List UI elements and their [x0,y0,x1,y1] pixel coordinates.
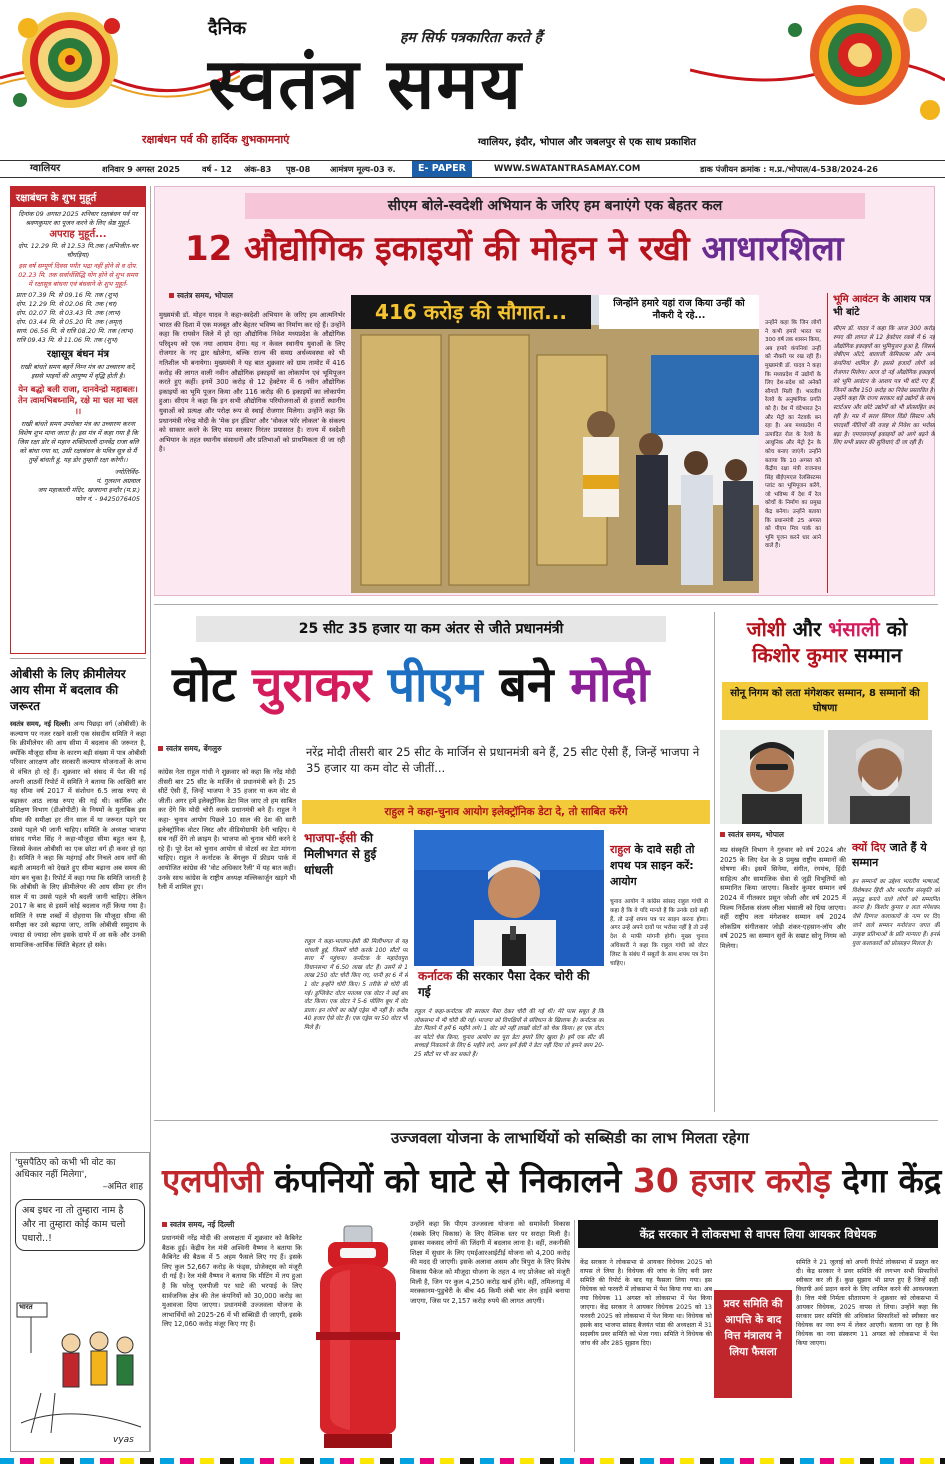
print-registration-bar [0,1458,945,1464]
lpg-cylinder [310,1220,406,1452]
lead-headline-accent: आधारशिला [701,229,844,269]
karnataka-text: राहुल ने कहा-कर्नाटक की सरकार पैसा देकर चोरी की गई थी। मेरे पास सबूत है कि लोकसभा में भी चोरी की गई। भाजपा को विपक्षियों से संविधान के खिलाफ है। कर्नाटक का डेटा मिलने में हमें 6 महीने लगे। 1 वोट को नहीं लाखों वोटों को चेक किया। हर एक वोटर का फोटो चेक किया, चुनाव आयोग का पूरा डेटा हमारे लिए खुला है। हमें एक सीट की सच्चाई निकालने के लिए 6 महीने लगे, अगर हमें ईसी ने डेटा नहीं दिया तो हमने काम 20-25 सीटों पर भी कर सकते हैं। [414,1009,604,1058]
mantra-note: राखी बांधते समय उपरोक्त मंत्र का उच्चारण करना विशेष शुभ माना जाता है। इस मंत्र में कहा गया है कि जिस रक्षा डोर से महान शक्तिशाली दानवेंद्र राजा बलि को बांधा गया था, उसी रक्षाबंधन के पवित्र सूत्र से मैं तुम्हें बांधती हूं, यह डोर तुम्हारी रक्षा करेगी।। [17,420,139,464]
muhurat-intro: दिनांक 09 अगस्त 2025 शनिवार रक्षाबंधन पर्व पर श्रवणकुमार का पूजन करने के लिए श्रेष्ठ मुहूर्त- [18,210,138,227]
obc-body: अन्य पिछड़ा वर्ग (ओबीसी) के कल्याण पर नजर रखने वाली एक संसदीय समिति ने कहा कि क्रीमीलेयर की आय सीमा में बदलाव की जरूरत है, क्योंकि मौजूदा सीमा के कारण बड़ी संख्या में पात्र ओबीसी परिवार आरक्षण और सरकारी कल्याण योजनाओं के लाभ से वंचित हो रहे हैं। शुक्रवार को संसद में पेश की गई अपनी आठवीं रिपोर्ट में समिति ने बताया कि आखिरी बार यह सीमा वर्ष 2017 में संशोधन 6.5 लाख रुपए से बढ़ाकर आठ लाख रुपए की गई थी। कार्मिक और प्रशिक्षण विभाग (डीओपीटी) के नियमों के मुताबिक इस सीमा की समीक्षा हर तीन साल में या जरूरत पड़ने पर उससे पहले भी जानी चाहिए। समिति के अध्यक्ष भाजपा सांसद गणेश सिंह ने कहा-मौजूदा सीमा बहुत कम है, जिससे केवल ओबीसी का एक छोटा वर्ग ही कवर हो रहा है। समिति ने कहा कि महंगाई और निचले आय वर्गों की बढ़ती आमदनी को देखते हुए सीमा बढ़ाना अब समय की मांग बन चुका है। रिपोर्ट में कहा गया कि समिति जानती है कि ओबीसी के लिए क्रीमीलेयर की आय सीमा हर तीन साल में या उससे पहले भी बदली जानी चाहिए। लेकिन 2017 के बाद से इसमें कोई बदलाव नहीं किया गया है। समिति ने स्पष्ट शब्दों में दोहराया कि मौजूदा सीमा की समीक्षा कर उसे बढ़ाया जाए, ताकि ओबीसी समुदाय के ज्यादा से ज्यादा लोग इसके दायरे में आ सकें और उनकी सामाजिक-आर्थिक स्थिति बेहतर हो सके। [10,720,146,949]
muhurat-time: प्रातः 07.39 मि. से 09.16 मि. तक (शुभ) [16,291,119,299]
tagline: हम सिर्फ पत्रकारिता करते हैं [400,30,543,46]
lead-byline: स्वतंत्र समय, भोपाल [169,291,233,301]
tax-body-b: समिति ने 21 जुलाई को अपनी रिपोर्ट लोकसभा में प्रस्तुत कर दी। केंद्र सरकार ने प्रवर समिति की लगभग सभी सिफारिशें स्वीकार कर ली हैं। कुछ सुझाव भी प्राप्त हुए हैं जिन्हें सही विधायी अर्थ प्रदान करने के लिए शामिल करने की आवश्यकता है। वित्त मंत्री निर्मला सीतारमण ने शुक्रवार को लोकसभा में आयकर विधेयक, 2025 वापस ले लिया। उन्होंने कहा कि सरकार प्रवर समिति की अधिकांश सिफारिशों को स्वीकार कर विधेयक का नया रूप में लेकर आएगी। बताया जा रहा है कि विधेयक का नया संस्करण 11 अगस्त को लोकसभा में पेश किया जाएगा। [796,1259,938,1347]
bullet-icon [162,1222,167,1227]
editions-line: ग्वालियर, इंदौर, भोपाल और जबलपुर से एक साथ प्रकाशित [478,137,696,148]
divider [714,612,715,1112]
divider [150,186,151,1452]
lead-story [154,186,935,596]
land-text: सीएम डॉ. यादव ने कहा कि आज 300 करोड़ रुपए की लागत से 12 हेक्टेयर रकबे में 6 नई औद्योगिक इकाइयों का भूमिपूजन हुआ है, जिससे जेबीएम ऑटो, बालाजी केमिकल्स और अन्य कंपनियां शामिल हैं। इससे हजारों लोगों को रोजगार मिलेगा। आज दो नई औद्योगिक इकाइयों को भूमि आवंटन के आशय पत्र भी बांटे गए हैं, जिनमें करीब 150 करोड़ का निवेश प्रस्तावित है। उन्होंने कहा कि राज्य सरकार बड़े उद्योगों के साथ स्टार्टअप और छोटे उद्योगों को भी प्रोत्साहित कर रही है। मप्र में सरल सिंगल विंडो सिस्टम और पारदर्शी नीतियों की वजह से निवेश का भरोसा बढ़ा है। एमएसएमई इकाइयों को आगे बढ़ने के लिए सभी प्रकार की सुविधाएं दी जा रही हैं। [833,326,935,447]
muhurat-time: दोप. 03.44 मि. से 05.20 मि. तक (अमृत) [16,318,123,326]
tax-body-a: केंद्र सरकार ने लोकसभा से आयकर विधेयक 2025 को वापस ले लिया है। विधेयक की जांच के लिए बनी प्रवर समिति की रिपोर्ट के बाद यह फैसला लिया गया। इस विधेयक को फरवरी में लोकसभा में पेश किया गया था। अब नया विधेयक 11 अगस्त को लोकसभा में पेश किया जाएगा। केंद्र सरकार ने आयकर विधेयक 2025 को 13 फरवरी 2025 को लोकसभा में पेश किया था। विधेयक को इसके बाद भाजपा सांसद बैजयंत पांडा की अध्यक्षता में 31 सदस्यीय प्रवर समिति को भेजा गया। समिति ने विधेयक की जांच की और 285 सुझाव दिए। [580,1259,712,1347]
modi-headline-word: मोदी [570,657,650,713]
rakhi-greeting: रक्षाबंधन पर्व की हार्दिक शुभकामनाएं [142,133,290,146]
portrait-image [828,730,932,824]
info-date: शनिवार 9 अगस्त 2025 [102,164,181,174]
rahul-banner: राहुल ने कहा-चुनाव आयोग इलेक्ट्रॉनिक डेटा दे, तो साबित करेंगे [302,800,710,824]
lead-kicker: सीएम बोले-स्वदेशी अभियान के जरिए हम बनाएंगे एक बेहतर कल [245,193,865,219]
gas-cylinder-image [310,1220,406,1452]
cartoon [10,1152,150,1452]
muhurat-time: रात्रि 09.43 मि. से 11.06 मि. तक (शुभ) [16,336,118,344]
land-heading: भूमि आवंटन के आशय पत्र भी बांटे [833,294,931,318]
bjp-heading: भाजपा-ईसी की मिलीभगत से हुई धांधली [304,831,377,877]
aparahna-heading: अपराह मुहूर्त... [49,229,107,240]
karnataka-heading: कर्नाटक की सरकार पैसा देकर चोरी की गई [414,966,604,1002]
tax-callout: प्रवर समिति की आपत्ति के बाद वित्त मंत्रालय ने लिया फैसला [714,1290,792,1398]
commission-heading: राहुल के दावे सही तो शपथ पत्र साइन करें: आयोग [610,843,695,888]
modi-deck: नरेंद्र मोदी तीसरी बार 25 सीट के मार्जिन से प्रधानमंत्री बने हैं, 25 सीट ऐसी हैं, जिन्हें भाजपा ने 35 हजार या कम वोट से जीतीं... [306,745,700,775]
karnataka-box [414,966,604,1112]
commission-text: चुनाव आयोग ने कांग्रेस सांसद राहुल गांधी से कहा है कि वे यदि मानते हैं कि उनके दावे सही हैं, तो उन्हें शपथ पत्र पर साइन करना होगा। अगर उन्हें अपने दावों पर भरोसा नहीं है तो उन्हें देश से माफी मांगनी होगी। मुख्य चुनाव अधिकारी ने कहा कि राहुल गांधी को वोटर लिस्ट के संबंध में सबूतों के साथ शपथ पत्र देना चाहिए। [610,899,708,967]
obc-body-wrap [10,720,146,1134]
ujjwala-byline: स्वतंत्र समय, नई दिल्ली [162,1220,234,1230]
bullet-icon [158,746,163,751]
gift-banner: 416 करोड़ की सौगात... [351,295,591,329]
bjp-box [304,830,408,1112]
muhurat-time: दोप. 12.29 मि. से 02.06 मि. तक (चर) [16,300,118,308]
mantra-heading: रक्षासूत्र बंधन मंत्र [46,349,109,360]
modi-kicker: 25 सीट 35 हजार या कम अंतर से जीते प्रधानमंत्री [196,616,666,642]
ujjwala-body-b: उन्होंने कहा कि पीएम उज्जवला योजना को समावेशी विकास (सबके लिए विकास) के लिए वैश्विक स्तर पर सराहा मिली है। इसका मकसद लोगों की जिंदगी में बदलाव लाना है। वहीं, तकनीकी शिक्षा में सुधार के लिए एमईआरआईटीई योजना को 4,200 करोड़ की मदद दी जाएगी। इसके अलावा असम और त्रिपुरा के लिए विशेष विकास पैकेज को मौजूदा योजना के तहत 4 नए प्रोजेक्ट को मंजूरी मिली है, जिन पर कुल 4,250 करोड़ खर्च होंगे। वहीं, तमिलनाडु में मरक्कानम-पुडुचेरी के बीच 46 किमी लंबी चार लेन हाईवे बनाया जाएगा, जिस पर 2,157 करोड़ रुपये की लागत आएगी। [410,1220,570,1305]
muhurat-heading: रक्षाबंधन के शुभ मुहूर्त [11,187,145,207]
commission-box [610,842,708,1112]
land-allotment-box [827,293,935,593]
mantra-intro: राखी बांधते समय बहनें निम्न मंत्र का उच्चारण करें, इससे भाइयों की आयुष्य में वृद्धि होती है। [20,363,136,380]
astrologer-label: ज्योतिर्विद- [114,468,140,476]
joshi-headline: जोशी और भंसाली को किशोर कुमार सम्मान [746,617,908,667]
lead-headline-main: 12 औद्योगिक इकाइयों की मोहन ने रखी [185,229,690,269]
muhurat-box [10,186,146,654]
info-issue: अंक-83 [244,164,272,174]
rakhi-decoration-left [0,0,240,150]
foundation-plaque-graphic [351,295,759,593]
muhurat-time: दोप. 02.07 मि. से 03.43 मि. तक (लाभ) [16,309,121,317]
divider [10,658,146,659]
modi-byline: स्वतंत्र समय, बेंगलुरु [158,744,222,754]
why-box [852,840,940,1112]
cartoon-speech: अब इधर ना तो तुम्हारा नाम है और ना तुम्हारा कोई काम चलो पधारो..! [15,1199,145,1251]
why-heading: क्यों दिए जाते हैं ये सम्मान [852,841,927,869]
cartoon-quote: 'घुसपैठिए को कभी भी वोट का अधिकार नहीं मिलेगा', [15,1158,116,1180]
lead-quote: जिन्होंने हमारे यहां राज किया उन्हीं को नौकरी दे रहे... [599,295,759,329]
info-price: आमंत्रण मूल्य-03 रु. [330,164,396,174]
obc-article [10,666,146,1152]
cartoon-signature: vyas [113,1435,134,1445]
newspaper-title: स्वतंत्र समय [208,42,523,125]
astrologer-phone: फोन नं. - 9425076405 [75,495,140,503]
masthead [0,0,945,160]
astrologer-name: पं. गुलशन अग्रवाल [96,477,140,485]
bullet-icon [169,293,174,298]
mantra-text: येन बद्धो बली राजा, दानवेन्द्रो महाबलः। तेन त्वामभिबध्नामि, रक्षे मा चल मा चल ।। [18,384,138,416]
why-text: इन सम्मानों का उद्देश्य भारतीय भाषाओं, विशेषकर हिंदी और भारतीय संस्कृति को समृद्ध बनाने वाले लोगों को सम्मानित करना है। किशोर कुमार व लता मंगेशकर जैसे दिग्गज कलाकारों के नाम पर दिए जाने वाले सम्मान मनोरंजन जगत की उत्कृष्ट प्रतिभाओं के प्रति मान्यता हैं। इनसे युवा कलाकारों को प्रोत्साहन मिलता है। [852,879,940,947]
divider [154,1120,938,1121]
rakhi-decoration-right [690,0,945,150]
bhansali-photo [828,730,932,824]
muhurat-time: सायं: 06.56 मि. से रात्रि 08.20 मि. तक (लाभ) [16,327,134,335]
lead-body: मुख्यमंत्री डॉ. मोहन यादव ने कहा-स्वदेशी अभियान के जरिए हम आत्मनिर्भर भारत की दिशा में एक मजबूत और बेहतर भविष्य का निर्माण कर रहे हैं। उन्होंने कहा कि रायसेन जिले में हो रहा औद्योगिक निवेश मध्यप्रदेश के औद्योगिक परिदृश्य को एक नया आयाम देगा। यह न केवल स्थानीय युवाओं के लिए रोजगार के नए द्वार खोलेगा, बल्कि राज्य की समग्र अर्थव्यवस्था को भी गतिशील भी बनायेगा। मुख्यमंत्री ने यह बात शुक्रवार को ग्राम तामोट में 416 करोड़ की लागत वाली नवीन औद्योगिक इकाइयों का लोकार्पण एवं भूमिपूजन करते हुए कहीं। इनमें 300 करोड़ से 12 हेक्टेयर में 6 नवीन औद्योगिक इकाइयों का भूमि पूजन किया और 116 करोड़ की 6 इकाइयों का लोकार्पण हुआ। सीएम ने कहा कि इन सभी औद्योगिक परियोजनाओं से हजारों स्थानीय युवाओं को प्रत्यक्ष और परोक्ष रूप से स्थाई रोजगार मिलेगा। उन्होंने कहा कि प्रधानमंत्री नरेन्द्र मोदी के 'मेक इन इंडिया' और 'वोकल फॉर लोकल' के संकल्प को साकार करने के लिए मप्र सरकार निरंतर प्रयासरत है। राज्य में स्वदेशी अभियान के तहत स्थानीय संसाधनों और प्रतिभाओं को प्राथमिकता दी जा रही है। [159,311,345,454]
bjp-text: राहुल ने कहा-भाजपा-ईसी की मिलीभगत से यह धांधली हुई, जिसमें चोरी करके 100 सीटों पर सत्ता में पहुंचना। कर्नाटक के महादेवपुरा विधानसभा में 6.50 लाख वोट हैं। उसमें से 1 लाख 250 वोट चोरी किए गए, यानी हर 6 में से 1 वोट इन्होंने चोरी किए। 5 तरीके से चोरी की गई। डुप्लिकेट वोटर मतलब एक वोटर ने कई बार वोट किया। एक वोटर ने 5-6 पोलिंग बूथ में वोट डाला। इन लोगों का कोई एड्रेस भी नहीं है। करीब 40 हजार ऐसे वोट हैं। एक एड्रेस पर 50 वोटर भी मिले हैं। [304,939,408,1031]
modi-headline [172,650,702,720]
cartoon-author: –अमित शाह [102,1182,143,1192]
bullet-icon [720,832,725,837]
lead-side-text: उन्होंने कहा कि जिन लोगों ने कभी हमारे भारत पर 300 वर्ष तक शासन किया, अब हमारे कंपनियां उन्हीं को नौकरी पर रख रही हैं। मुख्यमंत्री डॉ. यादव ने कहा कि मध्यप्रदेश में उद्योगों के लिए देश-प्रदेश को अनेकों सौगातें मिली हैं। भारतीय रेलवे के अनुषांगिक प्रगति को है। देश में वंदेभारत ट्रेन और मेट्रो का नेटवर्क बन रहा है। अब मध्यप्रदेश में उत्पादित रोल के रेलवे के आधुनिक और मेट्रो ट्रेन के कोच बनाए जाएंगे। उन्होंने बताया कि 10 अगस्त को केंद्रीय रक्षा मंत्री राजनाथ सिंह बीईएमएल रेलसिस्टम्स प्लांट का भूमिपूजन करेंगे, जो भविष्य में देश में रेल कोचों के निर्माण का प्रमुख केंद्र बनेगा। उन्होंने बताया कि प्रधानमंत्री 25 अगस्त को पीएम मित्र पार्क का भूमि पूजन करने धार आने वाले हैं। [765,320,821,550]
divider [154,604,938,605]
info-year: वर्ष - 12 [202,164,232,174]
muhurat-time: इस वर्ष सम्पूर्ण दिवस पर्यंत भद्रा नहीं होने से व दोप. 02.23 मि. तक सर्वार्थसिद्धि योग होने से शुभ समय में रक्षासूत्र बांधना एवं बंधवाने के शुभ मुहूर्त- [18,262,138,288]
modi-headline-word: वोट [172,657,236,713]
dainik-label: दैनिक [208,18,247,39]
info-pages: पृष्ठ-08 [286,164,311,174]
modi-headline-word: बने [499,657,554,713]
lead-photo [351,295,759,593]
epaper-badge[interactable]: E- PAPER [412,161,472,177]
obc-byline: स्वतंत्र समय, नई दिल्ली। [10,720,71,728]
info-registration: डाक पंजीयन क्रमांक : म.प्र./भोपाल/4-538/2024-26 [700,164,878,174]
modi-headline-word: पीएम [387,657,483,713]
portrait-image [720,730,824,824]
ujjwala-headline: एलपीजी कंपनियों को घाटे से निकालने 30 हजार करोड़ देगा केंद्र [162,1161,942,1200]
joshi-byline: स्वतंत्र समय, भोपाल [720,830,784,840]
prasoon-joshi-photo [720,730,824,824]
muhurat-time: दोप. 12.29 मि. से 12.53 मि.तक (अभिजीत-चर चौघड़िया) [18,242,138,259]
astrologer-address: जय महाकाली मंदिर, खजराना इन्दौर (म.प्र.) [37,486,140,494]
lead-headline [185,227,945,271]
cartoon-drawing [11,1293,149,1452]
website-link[interactable]: WWW.SWATANTRASAMAY.COM [494,164,641,174]
info-city: ग्वालियर [30,163,61,174]
divider [574,1220,575,1452]
cartoon-sign: भारत [19,1303,33,1311]
joshi-deck: सोनू निगम को लता मंगेशकर सम्मान, 8 सम्मानों की घोषणा [722,682,928,720]
obc-headline: ओबीसी के लिए क्रीमीलेयर आय सीमा में बदलाव की जरूरत [10,667,126,713]
tax-banner: केंद्र सरकार ने लोकसभा से वापस लिया आयकर विधेयक [578,1220,938,1248]
joshi-body: मप्र संस्कृति विभाग ने गुरुवार को वर्ष 2024 और 2025 के लिए देश के 8 प्रमुख राष्ट्रीय सम्मानों की घोषणा की। इसमें सिनेमा, संगीत, रंगमंच, हिंदी साहित्य और सामाजिक सेवा से जुड़ी विभूतियों को सम्मानित किया जाएगा। किशोर कुमार सम्मान वर्ष 2024 में गीतकार प्रसून जोशी और वर्ष 2025 में फिल्म निर्देशक संजय लीला भंसाली को दिया जाएगा। वहीं राष्ट्रीय लता मंगेशकर सम्मान वर्ष 2024 लोकप्रिय संगीतकार जोड़ी शंकर-एहसान-लॉय और वर्ष 2025 का सम्मान सुरों के सम्राट सोनू निगम को मिलेगा। [720,846,846,950]
modi-body: कांग्रेस नेता राहुल गांधी ने शुक्रवार को कहा कि नरेंद्र मोदी तीसरी बार 25 सीट के मार्जिन से प्रधानमंत्री बने हैं। 25 सीटें ऐसी हैं, जिन्हें भाजपा ने 35 हजार या कम वोट से जीतीं। अगर हमें इलेक्ट्रॉनिक डेटा मिल जाए तो हम साबित कर देंगे कि मोदी चोरी करके प्रधानमंत्री बने हैं। राहुल ने कहा- चुनाव आयोग पिछले 10 साल की देश की सारी इलेक्ट्रॉनिक वोटर लिस्ट और वीडियोग्राफी देनी चाहिए। ये सब नहीं देंगे तो क्राइम है। भाजपा को चुनाव चोरी करने दे रहे हैं। पूरे देश को चुनाव आयोग से वोटर्स का डेटा मांगना चाहिए। राहुल ने कर्नाटक के बेंगलुरु में फ्रीडम पार्क में आयोजित कांग्रेस की 'वोट अधिकार रैली' में यह बात कही। उनके साथ कांग्रेस के राष्ट्रीय अध्यक्ष मल्लिकार्जुन खड़गे भी रैली में शामिल हुए। [158,768,296,892]
info-bar [0,160,945,178]
ujjwala-body-a: प्रधानमंत्री नरेंद्र मोदी की अध्यक्षता में शुक्रवार को कैबिनेट बैठक हुई। केंद्रीय रेल मंत्री अश्विनी वैष्णव ने बताया कि कैबिनेट की बैठक में 5 अहम फैसले लिए गए हैं। इसके लिए कुल 52,667 करोड़ के फंड्स, प्रोजेक्ट्स को मंजूरी दी गई है। रेल मंत्री वैष्णव ने बताया कि मीटिंग में तय हुआ है कि घरेलू एलपीजी पर घाटे की भरपाई के लिए सार्वजनिक क्षेत्र की तेल कंपनियों को 30,000 करोड़ का मुआवजा दिया जाएगा। प्रधानमंत्री उज्जवला योजना के लाभार्थियों को 2025-26 में भी सब्सिडी दी जाएगी, इसके लिए 12,060 करोड़ मंजूर किए गए हैं। [162,1234,302,1329]
modi-headline-word: चुराकर [252,657,372,713]
ujjwala-kicker: उज्जवला योजना के लाभार्थियों को सब्सिडी का लाभ मिलता रहेगा [391,1129,749,1147]
